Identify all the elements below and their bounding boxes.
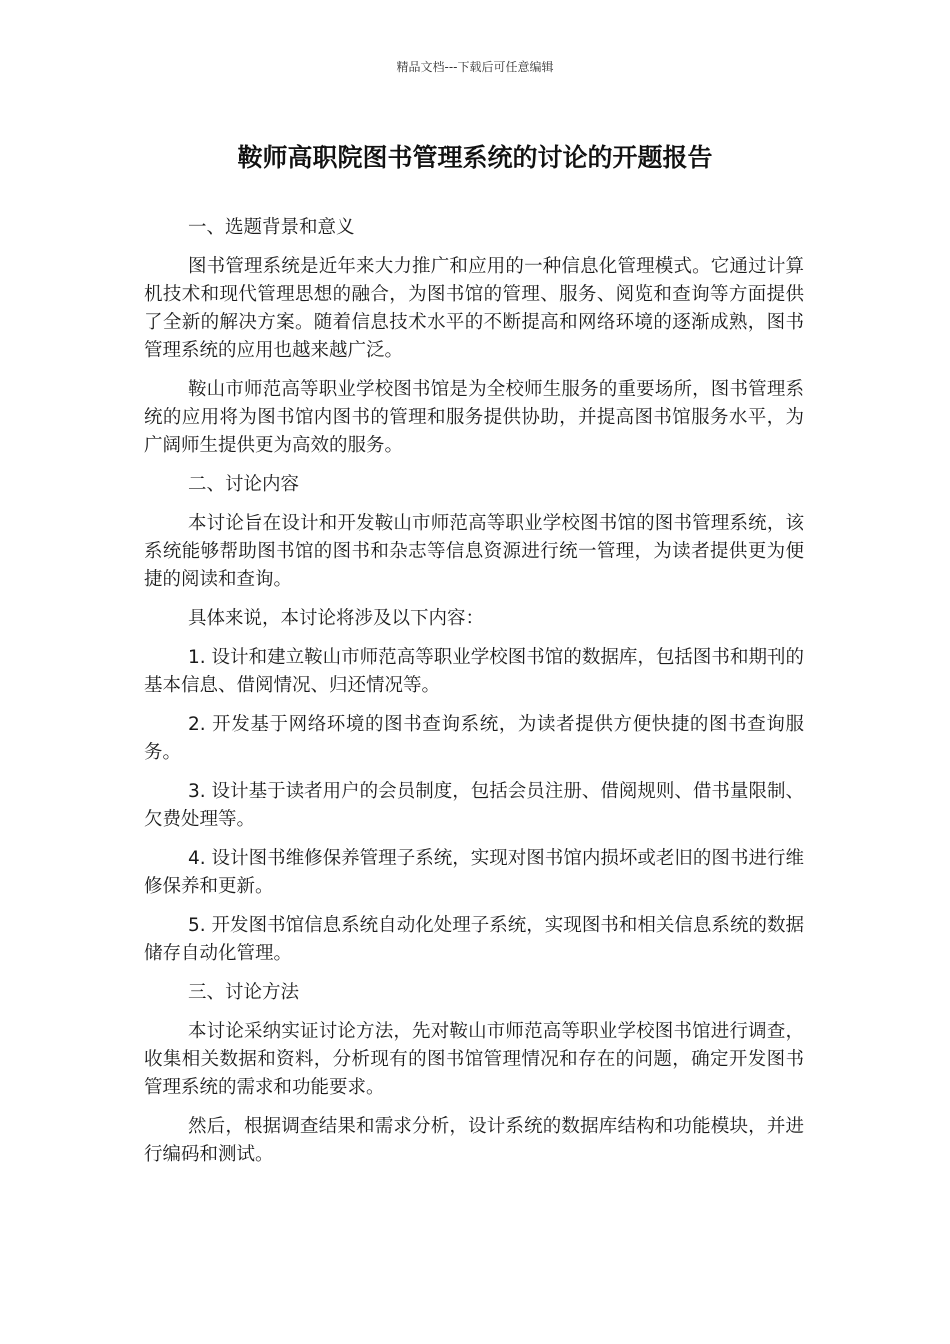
paragraph: 具体来说，本讨论将涉及以下内容：: [188, 608, 485, 629]
document-title: 鞍师高职院图书管理系统的讨论的开题报告: [237, 143, 713, 172]
paragraph: 然后，根据调查结果和需求分析，设计系统的数据库结构和功能模块，并进行编码和测试。: [144, 1116, 804, 1165]
paragraph: 本讨论旨在设计和开发鞍山市师范高等职业学校图书馆的图书管理系统，该系统能够帮助图书馆的图书和杂志等信息资源进行统一管理，为读者提供更为便捷的阅读和查询。: [144, 513, 804, 590]
list-item: 2. 开发基于网络环境的图书查询系统，为读者提供方便快捷的图书查询服务。: [144, 714, 804, 763]
section-content: [144, 471, 804, 968]
paragraph: 鞍山市师范高等职业学校图书馆是为全校师生服务的重要场所，图书管理系统的应用将为图书馆内图书的管理和服务提供协助，并提高图书馆服务水平，为广阔师生提供更为高效的服务。: [144, 379, 804, 456]
paragraph: 本讨论采纳实证讨论方法，先对鞍山市师范高等职业学校图书馆进行调查，收集相关数据和资料，分析现有的图书馆管理情况和存在的问题，确定开发图书管理系统的需求和功能要求。: [144, 1021, 804, 1098]
section-heading: 一、选题背景和意义: [188, 217, 355, 238]
list-item: 1. 设计和建立鞍山市师范高等职业学校图书馆的数据库，包括图书和期刊的基本信息、借阅情况、归还情况等。: [144, 647, 804, 696]
section-background: [144, 214, 804, 460]
paragraph: 图书管理系统是近年来大力推广和应用的一种信息化管理模式。它通过计算机技术和现代管理思想的融合，为图书馆的管理、服务、阅览和查询等方面提供了全新的解决方案。随着信息技术水平的不断提高和网络环境的逐渐成熟，图书管理系统的应用也越来越广泛。: [144, 256, 804, 361]
section-heading: 三、讨论方法: [188, 982, 300, 1003]
section-heading: 二、讨论内容: [188, 474, 300, 495]
document-body: [144, 214, 804, 1180]
list-item: 3. 设计基于读者用户的会员制度，包括会员注册、借阅规则、借书量限制、欠费处理等。: [144, 781, 804, 830]
list-item: 4. 设计图书维修保养管理子系统，实现对图书馆内损坏或老旧的图书进行维修保养和更新。: [144, 848, 804, 897]
section-method: [144, 979, 804, 1169]
list-item: 5. 开发图书馆信息系统自动化处理子系统，实现图书和相关信息系统的数据储存自动化管理。: [144, 915, 804, 964]
header-note: 精品文档---下载后可任意编辑: [396, 60, 554, 74]
